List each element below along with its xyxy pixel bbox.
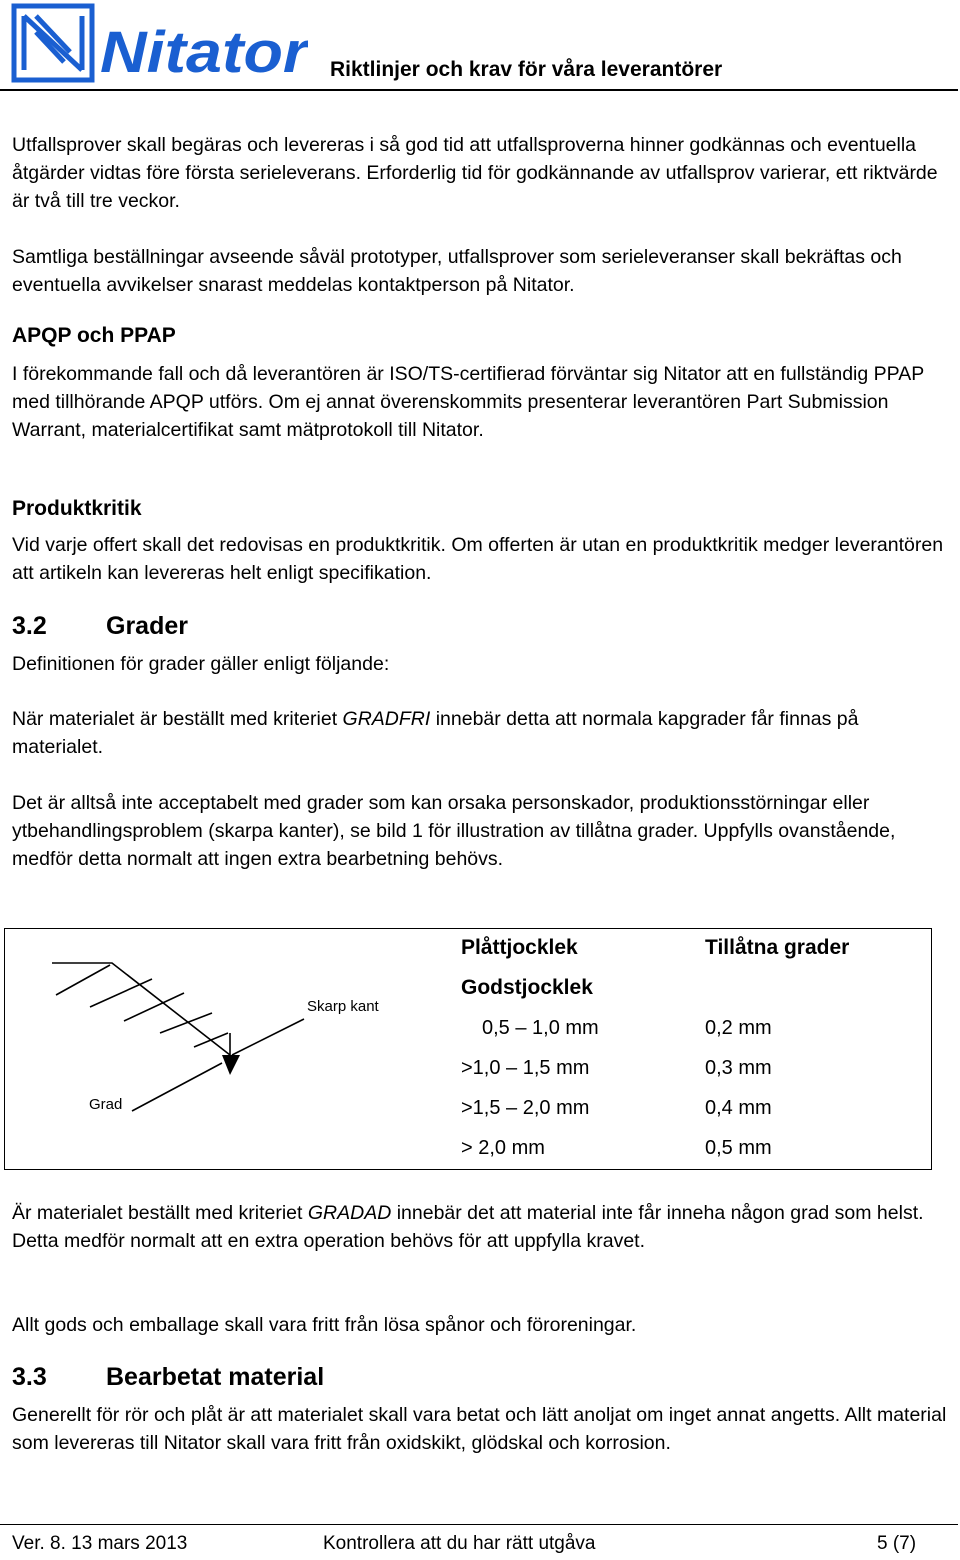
paragraph-gradad: Är materialet beställt med kriteriet GRADAD innebär det att material inte får inneha någon grad som helst. Detta medför normalt att en extra operation behövs för att uppfylla kravet. [12,1202,924,1252]
table-header-tillatna: Tillåtna grader [705,936,850,959]
table-header-godstjocklek: Godstjocklek [461,976,593,999]
paragraph-bearbetat: Generellt för rör och plåt är att materialet skall vara betat och lätt anoljat om inget annat angetts. Allt material som levereras till Nitator skall vara fritt från oxidskikt, glödskal och korrosion. [12,1404,947,1454]
footer-version: Ver. 8. 13 mars 2013 [12,1533,188,1554]
label-skarp-kant: Skarp kant [307,998,379,1015]
paragraph-apqp: I förekommande fall och då leverantören är ISO/TS-certifierad förväntar sig Nitator att en fullständig PPAP med tillhörande APQP utförs. Om ej annat överenskommits presenterar leverantören Part Submission Warrant, materialcertifikat samt mätprotokoll till Nitator. [12,363,924,441]
table-row-4-thickness: > 2,0 mm [461,1137,545,1159]
table-header-plattjocklek: Plåttjocklek [461,936,578,959]
table-row-2-thickness: >1,0 – 1,5 mm [461,1057,590,1079]
paragraph-bestallningar: Samtliga beställningar avseende såväl prototyper, utfallsprover som serieleveranser skall bekräftas och eventuella avvikelser snarast meddelas kontaktperson på Nitator. [12,246,902,296]
heading-apqp-ppap: APQP och PPAP [12,324,176,347]
label-grad: Grad [89,1096,123,1113]
section-number: 3.3 [12,1363,47,1391]
footer-page-number: 5 (7) [877,1533,917,1554]
table-row-3-allowed: 0,4 mm [705,1097,772,1119]
header-divider [0,89,958,91]
logo-wordmark: Nitator [100,20,308,84]
paragraph-gods: Allt gods och emballage skall vara fritt från lösa spånor och föroreningar. [12,1314,637,1336]
table-row-2-allowed: 0,3 mm [705,1057,772,1079]
paragraph-acceptance: Det är alltså inte acceptabelt med grader som kan orsaka personskador, produktionsstörningar eller ytbehandlingsproblem (skarpa kanter), se bild 1 för illustration av tillåtna grader. Uppfylls ovanstående, medför detta normalt att ingen extra bearbetning behövs. [12,792,896,870]
term-gradad: GRADAD [307,1202,392,1224]
paragraph-utfallsprover: Utfallsprover skall begäras och levereras i så god tid att utfallsproverna hinner godkännas och eventuella åtgärder vidtas före första serieleverans. Erforderlig tid för godkännande av utfallsprov varierar, ett riktvärde är två till tre veckor. [12,134,938,212]
burr-diagram [12,935,452,1165]
section-number: 3.2 [12,612,47,640]
paragraph-definition: Definitionen för grader gäller enligt följande: [12,653,390,675]
section-title: Grader [106,612,188,640]
table-row-1-thickness: 0,5 – 1,0 mm [482,1017,599,1039]
paragraph-produktkritik: Vid varje offert skall det redovisas en produktkritik. Om offerten är utan en produktkritik medger leverantören att artikeln kan levereras helt enligt specifikation. [12,534,944,584]
section-heading-grader [12,612,188,641]
section-title: Bearbetat material [106,1363,325,1391]
nitator-logo [8,2,308,84]
footer-divider [0,1524,958,1525]
footer-notice: Kontrollera att du har rätt utgåva [323,1533,596,1554]
header-title: Riktlinjer och krav för våra leverantörer [330,58,723,81]
term-gradfri: GRADFRI [342,708,431,730]
table-row-4-allowed: 0,5 mm [705,1137,772,1159]
section-heading-bearbetat [12,1363,324,1392]
heading-produktkritik: Produktkritik [12,497,142,520]
table-row-1-allowed: 0,2 mm [705,1017,772,1039]
paragraph-gradfri: När materialet är beställt med kriteriet GRADFRI innebär detta att normala kapgrader får finnas på materialet. [12,708,859,758]
table-row-3-thickness: >1,5 – 2,0 mm [461,1097,590,1119]
